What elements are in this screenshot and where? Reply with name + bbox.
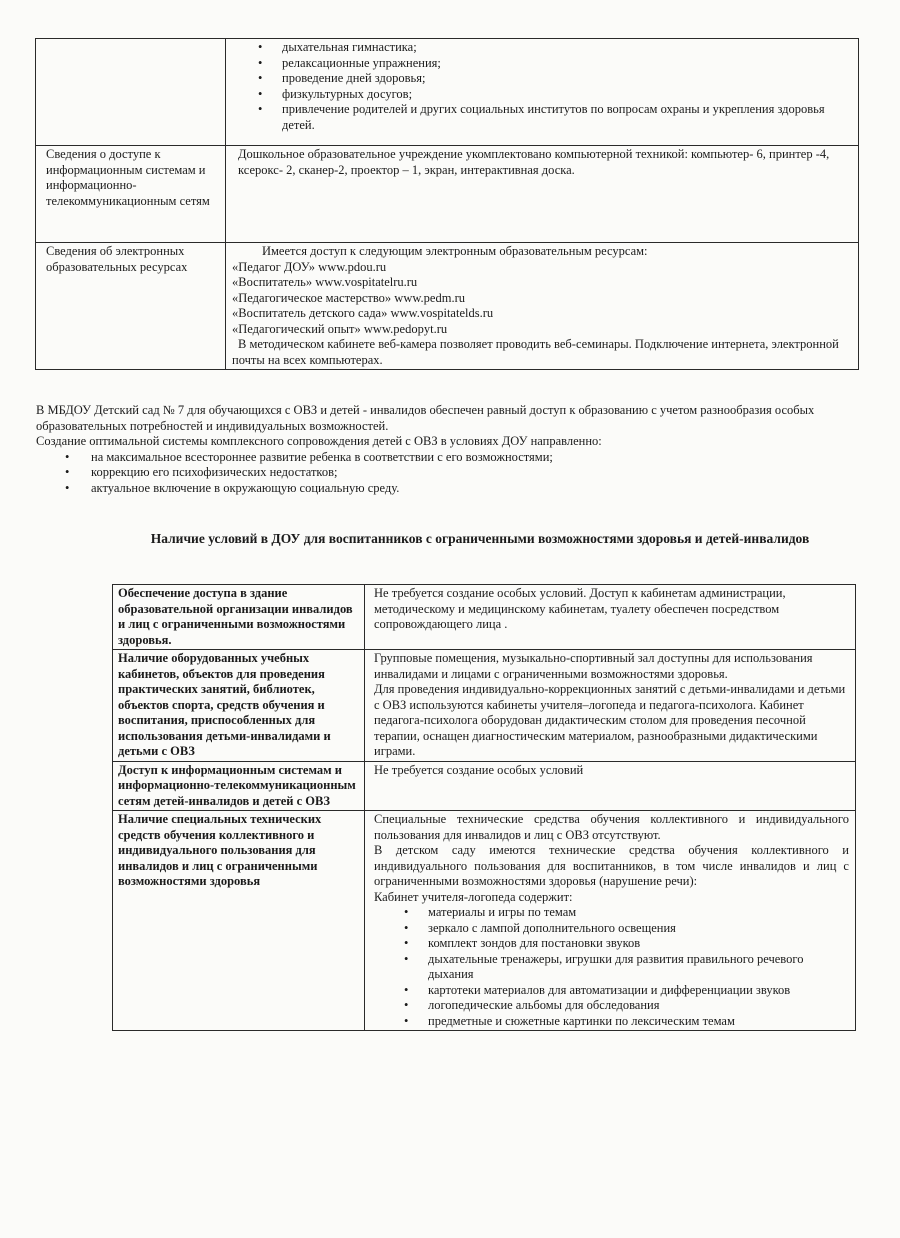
list-item: • картотеки материалов для автоматизации и дифференциации звуков (428, 983, 849, 999)
support-system-text: Создание оптимальной системы комплексного сопровождения детей с ОВЗ в условиях ДОУ направленно: (36, 434, 602, 448)
list-item: • зеркало с лампой дополнительного освещения (428, 921, 849, 937)
info-systems-label: Доступ к информационным системам и информационно-телекоммуникационным сетям детей-инвалидов и детей с ОВЗ (113, 761, 365, 811)
section-heading: Наличие условий в ДОУ для воспитанников с ограниченными возможностями здоровья и детей-инвалидов (150, 531, 810, 546)
list-item: • логопедические альбомы для обследования (428, 998, 849, 1014)
resource-link: «Педагогическое мастерство» www.pedm.ru (232, 290, 465, 305)
table-row (113, 650, 856, 762)
resource-link: «Педагогический опыт» www.pedopyt.ru (232, 321, 448, 336)
equipped-rooms-label: Наличие оборудованных учебных кабинетов, объектов для проведения практических занятий, библиотек, объектов спорта, средств обучения и воспитания, приспособленных для использования детьми-инвалидами и детьми с ОВЗ (113, 650, 365, 762)
technical-means-p1: Специальные технические средства обучения коллективного и индивидуального пользования для инвалидов и лиц с ОВЗ отсутствуют. (374, 812, 849, 842)
empty-label-cell (36, 39, 226, 146)
list-item: • проведение дней здоровья; (282, 71, 852, 87)
conditions-table (112, 584, 856, 1031)
electronic-resources-value (226, 243, 859, 370)
resource-link: «Педагог ДОУ» www.pdou.ru (232, 259, 387, 274)
table-row (113, 585, 856, 650)
list-item: • релаксационные упражнения; (282, 56, 852, 72)
equipped-rooms-value (365, 650, 856, 762)
resources-table (35, 38, 859, 370)
list-item: • привлечение родителей и других социальных институтов по вопросам охраны и укрепления здоровья детей. (282, 102, 852, 133)
equal-access-text: В МБДОУ Детский сад № 7 для обучающихся с ОВЗ и детей - инвалидов обеспечен равный доступ к образованию с учетом разнообразия особых образовательных потребностей и индивидуальных возможностей. (36, 403, 815, 433)
list-item: • материалы и игры по темам (428, 905, 849, 921)
equipped-rooms-p2: Для проведения индивидуально-коррекционных занятий с детьми-инвалидами и детьми с ОВЗ используются кабинеты учителя–логопеда и педагога-психолога. Кабинет педагога-психолога оборудован дидактическим столом для проведения песочной терапии, оснащен диагностическим материалом, разнообразными дидактическими играми. (374, 682, 846, 758)
list-item: • физкультурных досугов; (282, 87, 852, 103)
access-info-value: Дошкольное образовательное учреждение укомплектовано компьютерной техникой: компьютер- 6, принтер -4, ксерокс- 2, сканер-2, проектор – 1, экран, интерактивная доска. (226, 146, 859, 243)
technical-means-p2: В детском саду имеются технические средства обучения коллективного и индивидуального пользования для воспитанников, в том числе инвалидов и лиц с ограниченными возможностями здоровья (нарушение речи): (374, 843, 849, 888)
support-goals-list (36, 450, 866, 497)
table-row (113, 761, 856, 811)
list-item: • коррекцию его психофизических недостатков; (91, 465, 866, 481)
resource-link: «Воспитатель» www.vospitatelru.ru (232, 275, 418, 289)
list-item: • комплект зондов для постановки звуков (428, 936, 849, 952)
technical-means-label: Наличие специальных технических средств обучения коллективного и индивидуального пользования для инвалидов и лиц с ограниченными возможностями здоровья (113, 811, 365, 1031)
table-row (113, 811, 856, 1031)
electronic-resources-label: Сведения об электронных образовательных ресурсах (36, 243, 226, 370)
health-activities-list (232, 40, 852, 133)
speech-therapist-intro: Кабинет учителя-логопеда содержит: (374, 889, 573, 904)
list-item: • предметные и сюжетные картинки по лексическим темам (428, 1014, 849, 1030)
resource-link: «Воспитатель детского сада» www.vospitatelds.ru (232, 306, 494, 320)
table-row (36, 39, 859, 146)
list-item: • актуальное включение в окружающую социальную среду. (91, 481, 866, 497)
webcam-note: В методическом кабинете веб-камера позволяет проводить веб-семинары. Подключение интернета, электронной почты на всех компьютерах. (232, 337, 839, 367)
access-info-label: Сведения о доступе к информационным системам и информационно-телекоммуникационным сетям (36, 146, 226, 243)
speech-therapist-items (374, 905, 849, 1029)
access-paragraph (36, 403, 866, 496)
list-item: • на максимальное всестороннее развитие ребенка в соответствии с его возможностями; (91, 450, 866, 466)
resources-intro: Имеется доступ к следующим электронным образовательным ресурсам: (262, 244, 648, 258)
table-row (36, 243, 859, 370)
list-item: • дыхательная гимнастика; (282, 40, 852, 56)
health-activities-cell (226, 39, 859, 146)
table-row (36, 146, 859, 243)
info-systems-value: Не требуется создание особых условий (365, 761, 856, 811)
list-item: • дыхательные тренажеры, игрушки для развития правильного речевого дыхания (428, 952, 849, 983)
technical-means-value (365, 811, 856, 1031)
equipped-rooms-p1: Групповые помещения, музыкально-спортивный зал доступны для использования инвалидами и лицами с ограниченными возможностями здоровья. (374, 651, 813, 681)
building-access-label: Обеспечение доступа в здание образовательной организации инвалидов и лиц с ограниченными возможностями здоровья. (113, 585, 365, 650)
building-access-value: Не требуется создание особых условий. Доступ к кабинетам администрации, методическому и медицинскому кабинетам, туалету обеспечен посредством сопровождающего лица . (365, 585, 856, 650)
